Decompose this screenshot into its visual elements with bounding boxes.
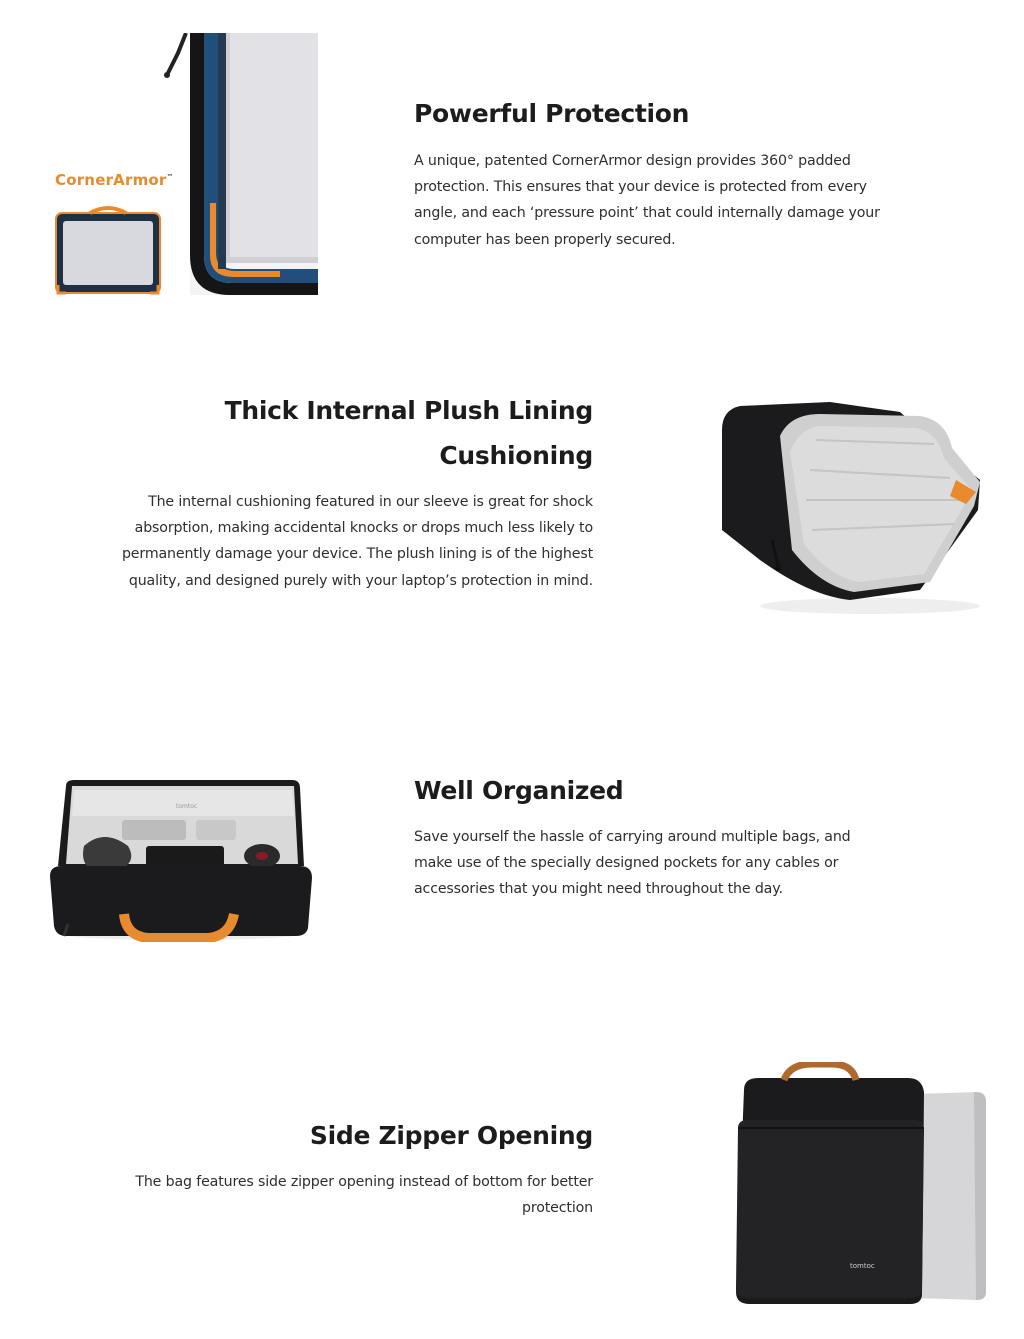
feature-title: Side Zipper Opening: [309, 1121, 593, 1150]
corner-armor-logo: CornerArmor™: [55, 171, 174, 189]
brand-label: tomtoc: [176, 803, 198, 810]
feature-title: Well Organized: [414, 776, 624, 805]
brand-label: tomtoc: [850, 1262, 875, 1270]
feature-description: The bag features side zipper opening instead of bottom for better protection: [135, 1174, 593, 1217]
feature-description: A unique, patented CornerArmor design provides 360° padded protection. This ensures that your device is protected from every angle, and each ‘pressure point’ that could internally damage your computer has been properly secured.: [414, 153, 880, 248]
feature-description: Save yourself the hassle of carrying around multiple bags, and make use of the specially designed pockets for any cables or accessories that you might need throughout the day.: [414, 829, 851, 898]
side-zipper-bag-image: [730, 1062, 992, 1310]
feature-title: Powerful Protection: [414, 99, 690, 128]
feature-title: Thick Internal Plush Lining Cushioning: [224, 396, 593, 470]
feature-description: The internal cushioning featured in our sleeve is great for shock absorption, making accidental knocks or drops much less likely to permanently damage your device. The plush lining is of the highest quality, and designed purely with your laptop’s protection in mind.: [121, 494, 593, 589]
